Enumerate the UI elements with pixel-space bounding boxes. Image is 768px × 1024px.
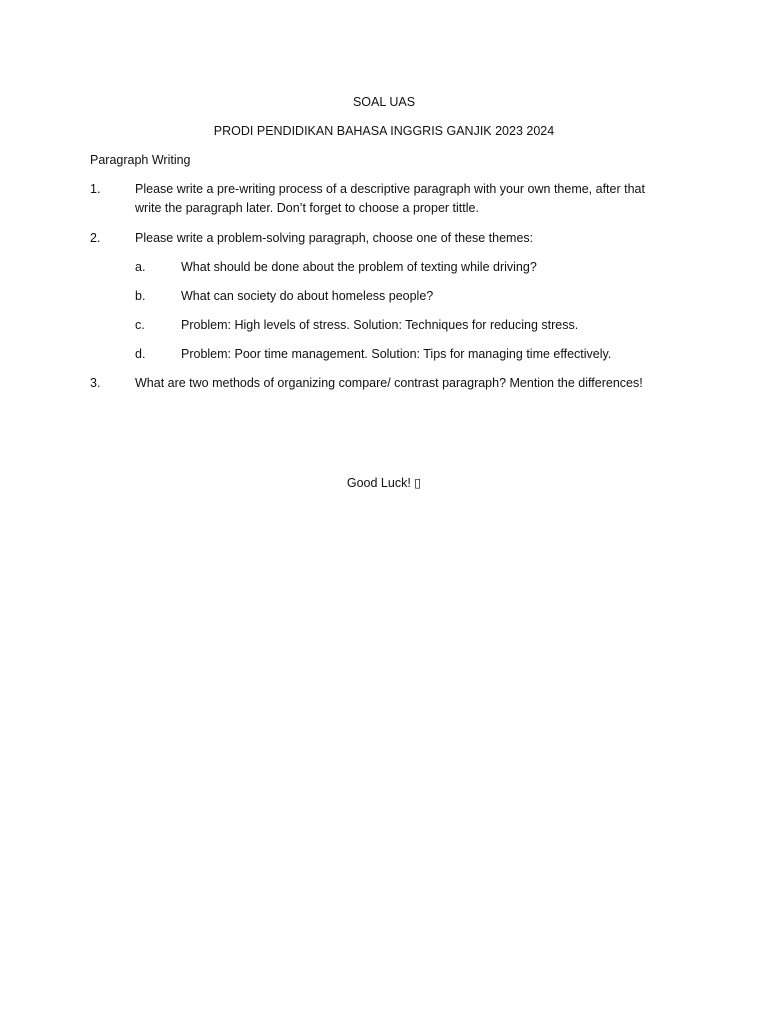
document-subtitle: PRODI PENDIDIKAN BAHASA INGGRIS GANJIK 2023 2024 (213, 124, 555, 138)
option-text: What should be done about the problem of texting while driving? (181, 260, 537, 274)
question-text-line: What are two methods of organizing compare/ contrast paragraph? Mention the differences! (135, 376, 643, 390)
question-number: 1. (90, 182, 101, 196)
option-text: Problem: Poor time management. Solution: Tips for managing time effectively. (181, 347, 612, 361)
question-number: 3. (90, 376, 101, 390)
option-letter: b. (135, 289, 146, 303)
question-text-line: Please write a problem-solving paragraph, choose one of these themes: (135, 231, 534, 245)
question-number: 2. (90, 231, 101, 245)
document-title: SOAL UAS (352, 95, 416, 109)
option-text: What can society do about homeless people? (181, 289, 434, 303)
option-letter: d. (135, 347, 146, 361)
option-text: Problem: High levels of stress. Solution: Techniques for reducing stress. (181, 318, 579, 332)
option-letter: c. (135, 318, 145, 332)
section-heading: Paragraph Writing (90, 153, 191, 167)
question-text-line: Please write a pre-writing process of a descriptive paragraph with your own theme, after that (135, 182, 645, 196)
closing-text: Good Luck! ▯ (346, 476, 422, 490)
question-text-line: write the paragraph later. Don’t forget to choose a proper tittle. (135, 201, 479, 215)
option-letter: a. (135, 260, 146, 274)
